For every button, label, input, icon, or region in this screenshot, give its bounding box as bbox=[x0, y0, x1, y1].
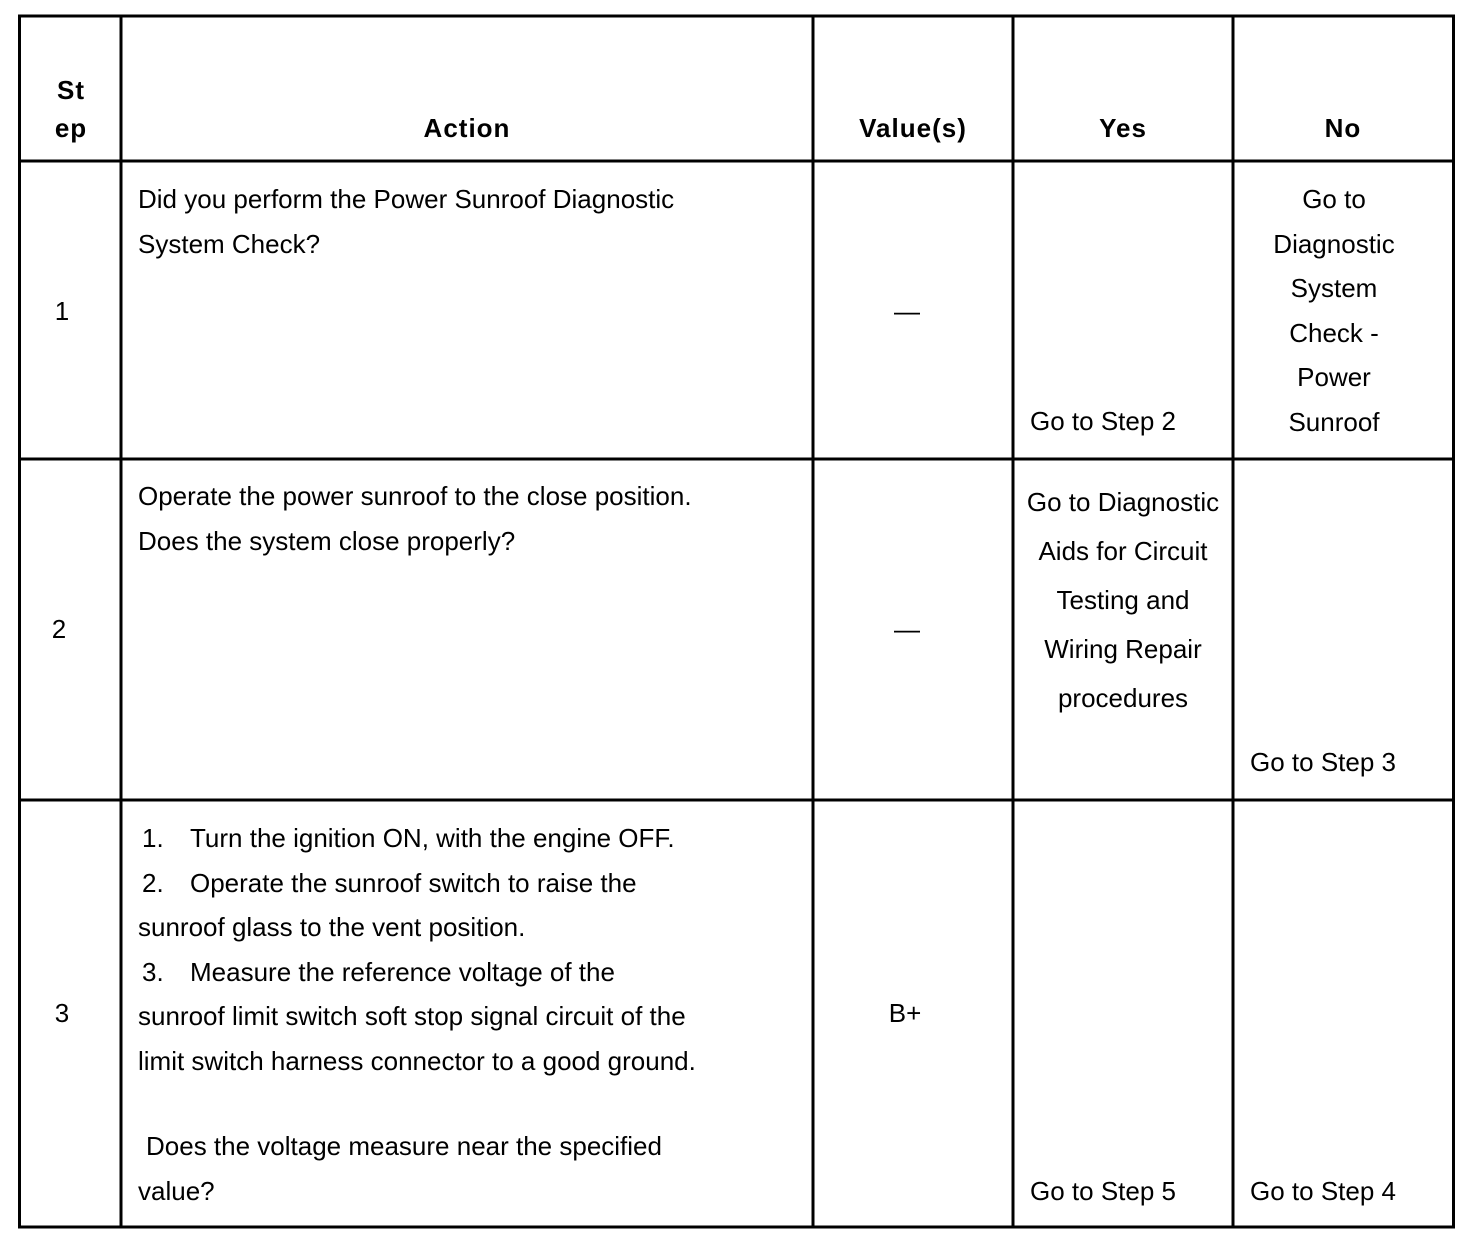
row1-value: — bbox=[894, 296, 920, 326]
row2-action-line1: Operate the power sunroof to the close position. bbox=[138, 481, 692, 511]
row3-action-item1 bbox=[138, 816, 696, 861]
row1-no-line1: Go to bbox=[1302, 184, 1366, 214]
row2-yes-line3: Testing and bbox=[1056, 585, 1190, 615]
row2-yes bbox=[1014, 478, 1232, 723]
row2-yes-line4: Wiring Repair bbox=[1044, 634, 1202, 664]
header-yes: Yes bbox=[1099, 113, 1147, 143]
row3-item2-number: 2. bbox=[142, 867, 164, 898]
row1-no-line5: Power bbox=[1297, 362, 1371, 392]
header-no: No bbox=[1324, 113, 1362, 143]
row3-question-line2: value? bbox=[138, 1175, 215, 1206]
row3-action-item3-cont1: sunroof limit switch soft stop signal circuit of the bbox=[138, 1001, 686, 1031]
row3-question bbox=[138, 1124, 662, 1213]
row2-yes-line1: Go to Diagnostic bbox=[1026, 487, 1220, 517]
row3-question-line1: Does the voltage measure near the specified bbox=[146, 1131, 662, 1161]
row3-action-item2 bbox=[138, 861, 696, 906]
row1-no-line2: Diagnostic bbox=[1273, 228, 1395, 259]
row3-item3-text: Measure the reference voltage of the bbox=[190, 956, 615, 987]
row3-value: B+ bbox=[888, 998, 922, 1028]
row3-action-item3-cont2: limit switch harness connector to a good ground. bbox=[138, 1045, 696, 1076]
row3-no: Go to Step 4 bbox=[1250, 1176, 1396, 1206]
header-step-line2: ep bbox=[54, 113, 88, 143]
row1-action-line2: System Check? bbox=[138, 228, 321, 259]
row2-step: 2 bbox=[51, 614, 67, 644]
header-values: Value(s) bbox=[859, 113, 967, 143]
header-step bbox=[21, 71, 121, 147]
row3-item2-text: Operate the sunroof switch to raise the bbox=[190, 867, 637, 898]
row2-value: — bbox=[894, 614, 920, 644]
row1-no-line4: Check - bbox=[1289, 317, 1379, 348]
row1-action-line1: Did you perform the Power Sunroof Diagnostic bbox=[138, 184, 675, 214]
row2-yes-line5: procedures bbox=[1057, 683, 1189, 713]
row2-no: Go to Step 3 bbox=[1250, 747, 1396, 777]
row1-step: 1 bbox=[54, 296, 70, 326]
row3-action-item3 bbox=[138, 950, 696, 995]
row3-yes: Go to Step 5 bbox=[1030, 1176, 1176, 1206]
row2-yes-line2: Aids for Circuit bbox=[1038, 536, 1208, 566]
header-step-line1: St bbox=[57, 75, 85, 105]
row2-action-line2: Does the system close properly? bbox=[138, 525, 516, 556]
row3-action bbox=[138, 816, 696, 1083]
row3-item1-text: Turn the ignition ON, with the engine OFF. bbox=[190, 823, 675, 853]
row3-item1-number: 1. bbox=[142, 823, 164, 853]
row3-item3-number: 3. bbox=[142, 956, 164, 987]
row3-action-item2-cont: sunroof glass to the vent position. bbox=[138, 912, 526, 942]
row1-action bbox=[138, 177, 674, 266]
row3-step: 3 bbox=[54, 998, 70, 1028]
row1-yes: Go to Step 2 bbox=[1030, 406, 1176, 436]
row2-action bbox=[138, 474, 692, 563]
header-action: Action bbox=[423, 113, 511, 143]
row1-no-line6: Sunroof bbox=[1288, 406, 1380, 437]
row1-no-line3: System bbox=[1290, 273, 1378, 303]
row1-no bbox=[1234, 177, 1434, 444]
